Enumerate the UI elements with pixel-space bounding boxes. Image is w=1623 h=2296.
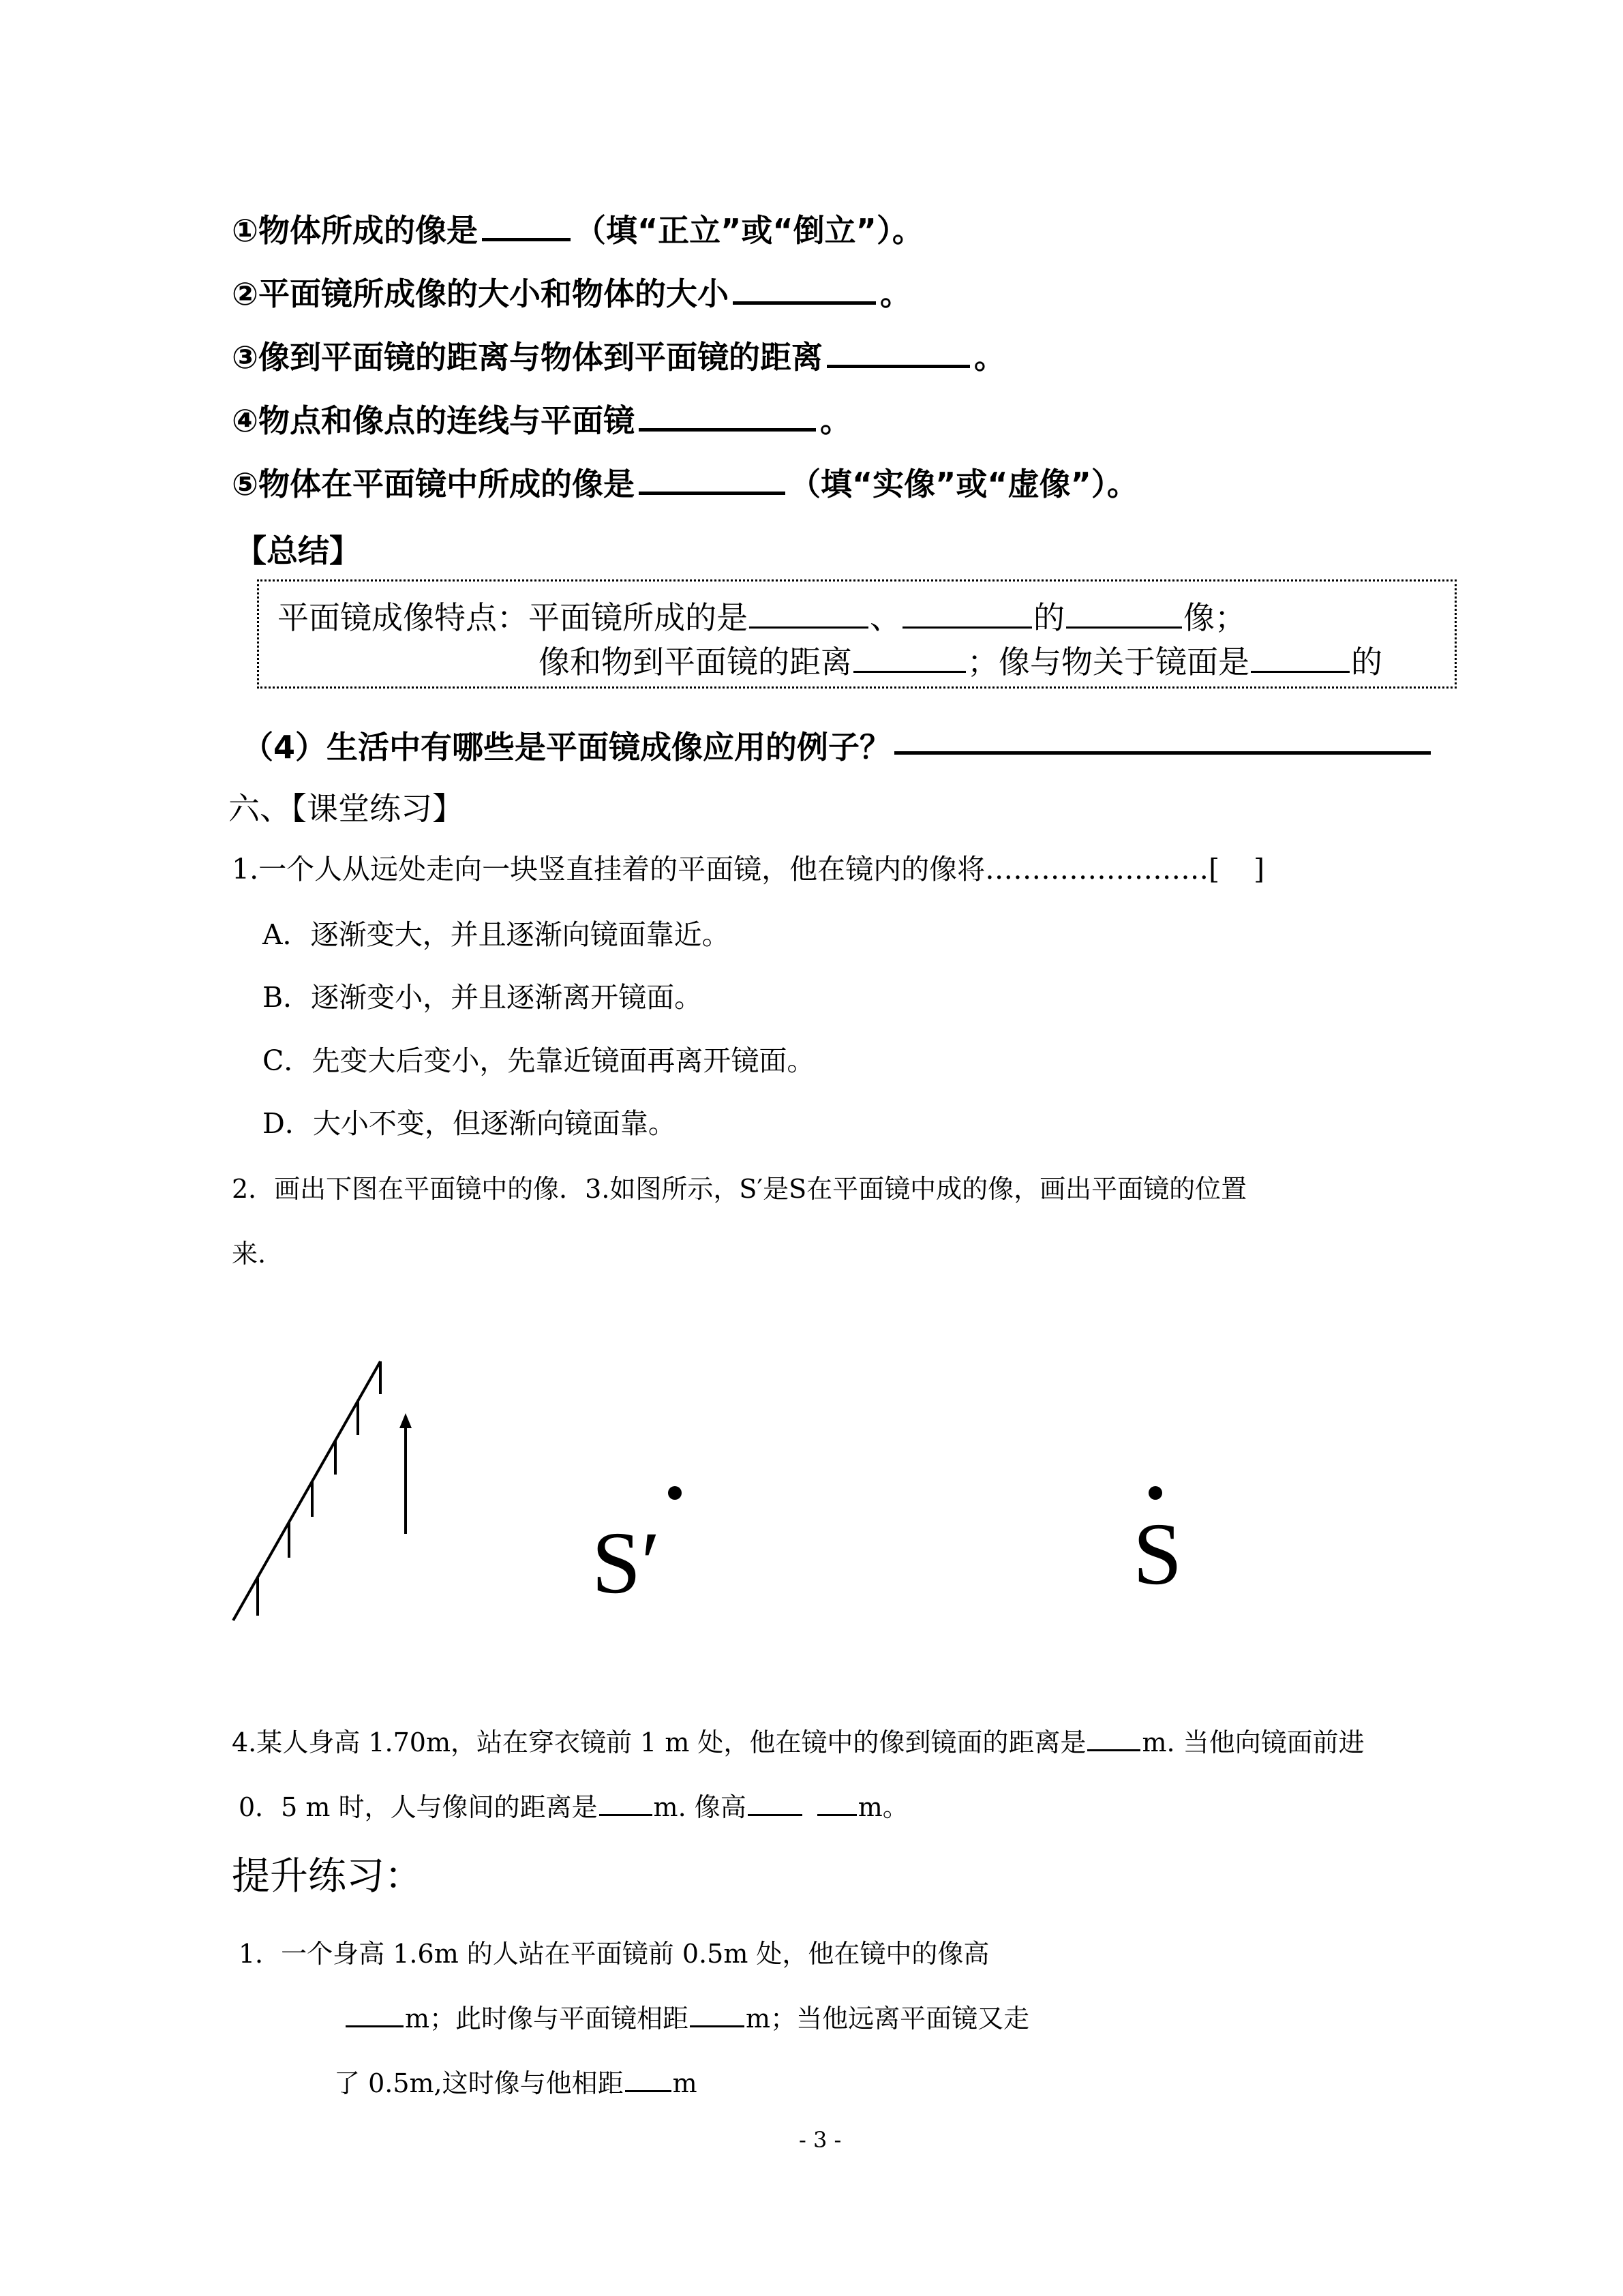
label-s-prime: S′ [592,1514,661,1612]
exercise-4-line2: 0．5 m 时，人与像间的距离是 m. 像高 m。 [239,1792,909,1822]
improve-q1-line1: 1．一个身高 1.6m 的人站在平面镜前 0.5m 处，他在镜中的像高 [239,1939,990,1969]
option-d: D．大小不变，但逐渐向镜面靠。 [262,1107,676,1140]
blank-5[interactable] [639,466,785,495]
blank-3[interactable] [827,339,970,368]
improve-blank-3[interactable] [625,2070,671,2092]
summary-line-2: 像和物到平面镜的距离 ；像与物关于镜面是 的 [539,644,1382,680]
summary-blank-5[interactable] [1251,650,1350,673]
item-4: ④物点和像点的连线与平面镜 。 [232,402,851,439]
label-s: S [1133,1505,1183,1603]
summary-blank-3[interactable] [1066,606,1182,629]
question-4: （4）生活中有哪些是平面镜成像应用的例子？ [242,729,892,766]
summary-blank-4[interactable] [853,650,966,673]
summary-blank-1[interactable] [749,606,868,629]
mirror-diagram [233,1361,406,1620]
option-a: A．逐渐变大，并且逐渐向镜面靠近。 [262,918,730,951]
improve-title: 提升练习： [232,1854,423,1899]
arrow-head-icon [399,1413,412,1428]
ex4-blank-2[interactable] [599,1794,652,1816]
summary-line-1: 平面镜成像特点：平面镜所成的是 、 的 像； [277,599,1246,636]
exercise-2-line2: 来. [232,1239,267,1269]
exercise-2-line1: 2．画出下图在平面镜中的像．3.如图所示，S′是S在平面镜中成的像，画出平面镜的位置 [232,1174,1247,1204]
item-3: ③像到平面镜的距离与物体到平面镜的距离 。 [232,339,1005,376]
improve-q1-line3: 了 0.5m,这时像与他相距 m [334,2068,697,2098]
exercise-1: 1.一个人从远处走向一块竖直挂着的平面镜，他在镜内的像将……………………[ ] [232,853,1265,886]
blank-4[interactable] [639,402,816,432]
ex4-blank-1[interactable] [1087,1729,1140,1751]
blank-2[interactable] [733,275,876,305]
summary-title: 【总结】 [235,532,361,569]
option-b: B．逐渐变小，并且逐渐离开镜面。 [262,981,703,1014]
exercise-4-line1: 4.某人身高 1.70m，站在穿衣镜前 1 m 处，他在镜中的像到镜面的距离是 m. 当他向镜面前进 [232,1727,1365,1757]
blank-1[interactable] [482,212,571,241]
improve-q1-line2: m；此时像与平面镜相距 m；当他远离平面镜又走 [344,1997,1029,2035]
figure-diagrams [225,1353,1247,1626]
section6-title: 六、【课堂练习】 [228,790,464,827]
point-s-prime [668,1486,682,1500]
page-number: - 3 - [799,2127,842,2153]
point-s [1149,1486,1162,1500]
ex4-blank-4[interactable] [817,1794,857,1816]
mirror-line [233,1361,380,1620]
improve-blank-1[interactable] [346,2005,404,2027]
q4-answer-line[interactable] [894,751,1431,755]
improve-blank-2[interactable] [690,2005,744,2027]
item-5: ⑤物体在平面镜中所成的像是 （填“实像”或“虚像”）。 [232,466,1138,502]
summary-blank-2[interactable] [902,606,1032,629]
item-1: ①物体所成的像是 （填“正立”或“倒立”）。 [232,212,924,249]
item-2: ②平面镜所成像的大小和物体的大小 。 [232,275,911,312]
option-c: C．先变大后变小，先靠近镜面再离开镜面。 [262,1044,815,1077]
ex4-blank-3[interactable] [748,1794,802,1816]
